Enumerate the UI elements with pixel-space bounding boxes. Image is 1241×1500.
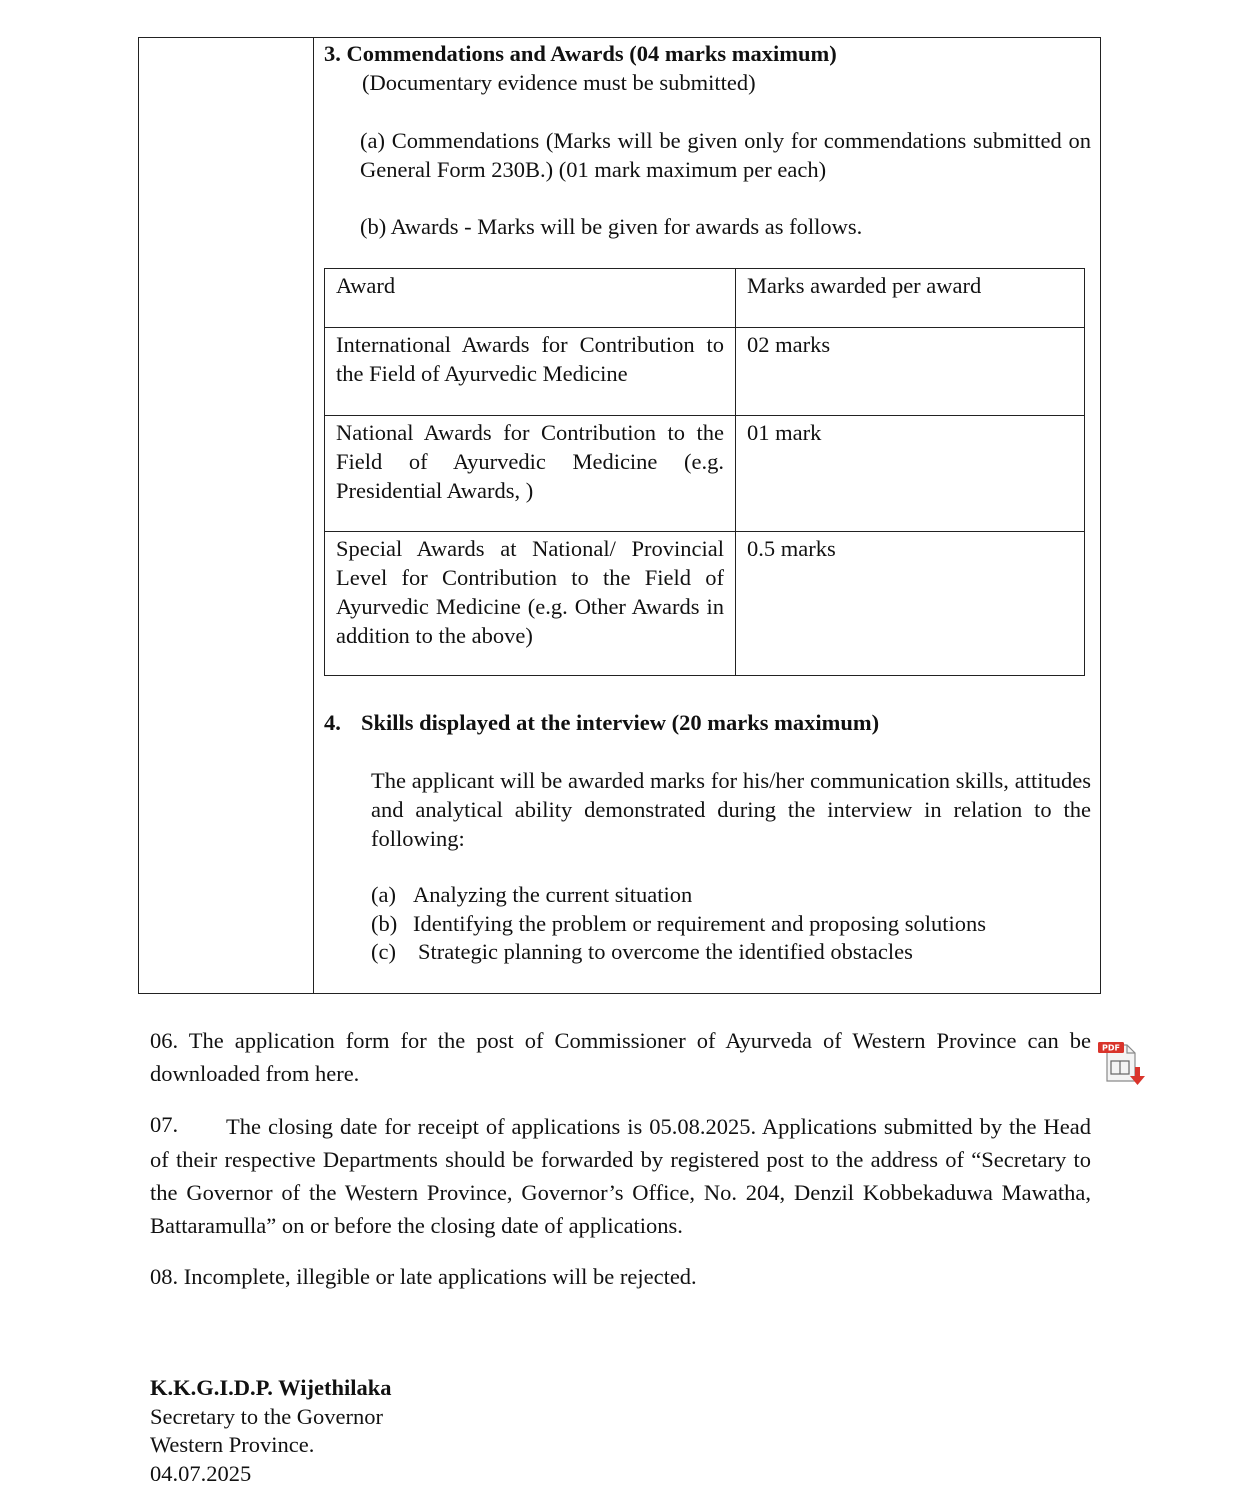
signature-block (150, 1374, 392, 1488)
commendations-paragraph: (a) Commendations (Marks will be given only for commendations submitted on General Form 230B.) (01 mark maximum per each) (360, 128, 1091, 182)
awards-table-header-row (325, 269, 1085, 328)
section4-heading: Skills displayed at the interview (20 marks maximum) (361, 710, 880, 735)
skill-item-text: Strategic planning to overcome the identified obstacles (418, 939, 913, 964)
signatory-name: K.K.G.I.D.P. Wijethilaka (150, 1375, 392, 1400)
pdf-download-icon[interactable] (1097, 1041, 1147, 1087)
skill-item-label: (c) (371, 939, 396, 964)
award-name: National Awards for Contribution to the Field of Ayurvedic Medicine (e.g. Presidential Awards, ) (325, 416, 736, 532)
signatory-province: Western Province. (150, 1432, 315, 1457)
table-row (325, 328, 1085, 416)
pdf-icon-graphic (1097, 1041, 1147, 1087)
awards-header-marks: Marks awarded per award (736, 269, 1085, 328)
pdf-badge-text: PDF (1102, 1043, 1120, 1053)
section3-evidence-note: (Documentary evidence must be submitted) (362, 70, 756, 95)
skill-item-label: (a) (371, 882, 396, 907)
section3-heading: 3. Commendations and Awards (04 marks maximum) (324, 41, 837, 66)
skill-item-text: Identifying the problem or requirement and proposing solutions (413, 911, 987, 936)
award-name: International Awards for Contribution to the Field of Ayurvedic Medicine (325, 328, 736, 416)
table-row (325, 416, 1085, 532)
criteria-column-divider (313, 38, 314, 993)
award-marks: 01 mark (736, 416, 1085, 532)
award-marks: 02 marks (736, 328, 1085, 416)
award-name: Special Awards at National/ Provincial Level for Contribution to the Field of Ayurvedic Medicine (e.g. Other Awards in addition to the above) (325, 532, 736, 676)
awards-header-award: Award (325, 269, 736, 328)
signatory-title: Secretary to the Governor (150, 1403, 384, 1429)
signature-date: 04.07.2025 (150, 1460, 252, 1486)
para-08: 08. Incomplete, illegible or late applications will be rejected. (150, 1264, 697, 1289)
section4-number: 4. (324, 710, 341, 735)
table-row (325, 532, 1085, 676)
para-07: The closing date for receipt of applications is 05.08.2025. Applications submitted by the Head of their respective Departments should be forwarded by registered post to the address of “Secretary to the Governor of the Western Province, Governor’s Office, No. 204, Denzil Kobbekaduwa Mawatha, Battaramulla” on or before the closing date of applications. (150, 1114, 1091, 1238)
section4-intro: The applicant will be awarded marks for his/her communication skills, attitudes and analytical ability demonstrated during the interview in relation to the following: (371, 768, 1091, 851)
award-marks: 0.5 marks (736, 532, 1085, 676)
para-07-number: 07. (150, 1112, 179, 1137)
awards-table (324, 268, 1085, 676)
para-06: 06. The application form for the post of Commissioner of Ayurveda of Western Province can be downloaded from here. (150, 1028, 1091, 1086)
skill-item-text: Analyzing the current situation (413, 882, 693, 907)
awards-intro: (b) Awards - Marks will be given for awards as follows. (360, 214, 863, 239)
skill-item-label: (b) (371, 911, 398, 936)
